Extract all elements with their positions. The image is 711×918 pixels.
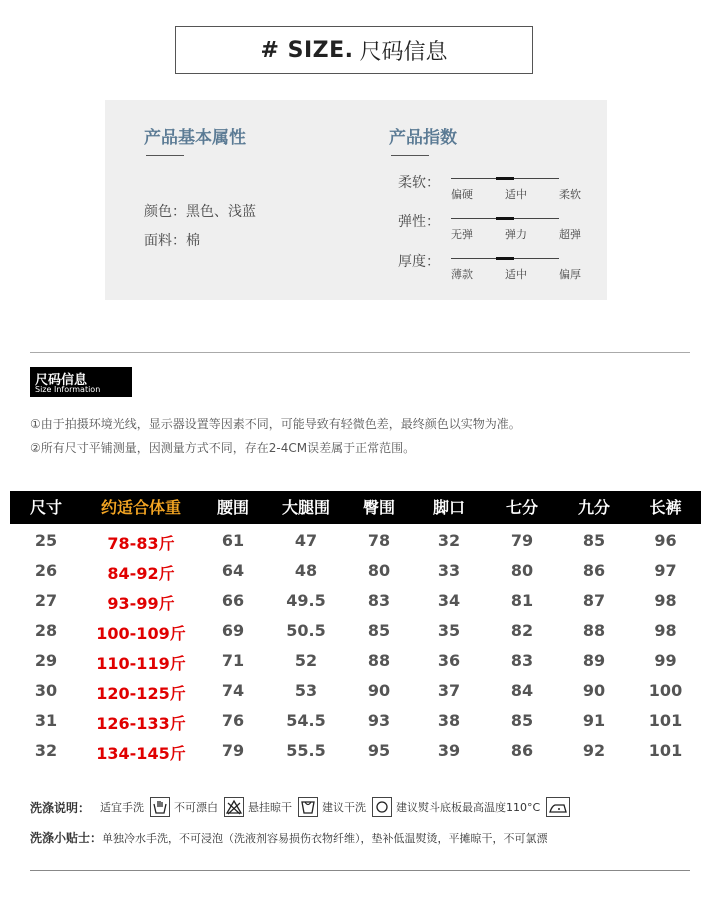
cell-leg-opening: 39 bbox=[437, 741, 461, 760]
cell-size: 31 bbox=[34, 711, 58, 730]
cell-nine-tenths: 92 bbox=[582, 741, 606, 760]
thickness-options bbox=[451, 266, 581, 282]
cell-seven-tenths: 81 bbox=[510, 591, 534, 610]
cell-size: 28 bbox=[34, 621, 58, 640]
wash-text: 不可漂白 bbox=[174, 801, 219, 814]
cell-seven-tenths: 86 bbox=[510, 741, 534, 760]
wash-text: 适宜手洗 bbox=[100, 801, 145, 814]
elasticity-marker bbox=[496, 217, 514, 220]
cell-nine-tenths: 89 bbox=[582, 651, 606, 670]
cell-nine-tenths: 90 bbox=[582, 681, 606, 700]
cell-waist: 64 bbox=[221, 561, 245, 580]
thickness-marker bbox=[496, 257, 514, 260]
cell-hip: 90 bbox=[367, 681, 391, 700]
no-bleach-icon bbox=[224, 797, 244, 817]
wash-tip-label: 洗涤小贴士： bbox=[30, 831, 103, 845]
wash-tip-text: 单独冷水手洗，不可浸泡（洗液剂容易损伤衣物纤维），垫补低温熨烫，平摊晾干，不可氯漂 bbox=[102, 832, 548, 845]
cell-weight: 110-119斤 bbox=[96, 654, 186, 673]
cell-leg-opening: 33 bbox=[437, 561, 461, 580]
cell-leg-opening: 36 bbox=[437, 651, 461, 670]
cell-nine-tenths: 87 bbox=[582, 591, 606, 610]
elasticity-option: 弹力 bbox=[505, 228, 527, 241]
cell-hip: 93 bbox=[367, 711, 391, 730]
cell-hip: 80 bbox=[367, 561, 391, 580]
thickness-label: 厚度： bbox=[398, 254, 440, 270]
cell-thigh: 49.5 bbox=[286, 591, 326, 610]
cell-full-length: 98 bbox=[654, 621, 677, 640]
header-title-zh: 尺码信息 bbox=[359, 39, 448, 65]
section-divider bbox=[30, 352, 690, 353]
thickness-option: 偏厚 bbox=[559, 268, 581, 281]
note-measurement: ②所有尺寸平铺测量，因测量方式不同，存在2-4CM误差属于正常范围。 bbox=[30, 441, 416, 455]
cell-full-length: 96 bbox=[654, 531, 677, 550]
cell-thigh: 54.5 bbox=[286, 711, 326, 730]
softness-marker bbox=[496, 177, 514, 180]
bottom-divider bbox=[30, 870, 690, 871]
basic-title-rule bbox=[146, 155, 184, 156]
cell-hip: 95 bbox=[367, 741, 391, 760]
cell-thigh: 53 bbox=[294, 681, 318, 700]
size-info-title: 尺码信息 bbox=[35, 373, 88, 388]
cell-seven-tenths: 79 bbox=[510, 531, 534, 550]
cell-leg-opening: 34 bbox=[437, 591, 461, 610]
header-thigh: 大腿围 bbox=[281, 498, 330, 517]
cell-thigh: 50.5 bbox=[286, 621, 326, 640]
dry-clean-icon bbox=[372, 797, 392, 817]
header-seven-tenths: 七分 bbox=[505, 498, 538, 517]
cell-thigh: 47 bbox=[294, 531, 318, 550]
color-line: 颜色：黑色、浅蓝 bbox=[144, 204, 256, 220]
header-waist: 腰围 bbox=[216, 498, 249, 517]
index-title-rule bbox=[391, 155, 429, 156]
cell-waist: 71 bbox=[221, 651, 245, 670]
cell-weight: 93-99斤 bbox=[107, 594, 175, 613]
cell-size: 25 bbox=[34, 531, 58, 550]
elasticity-label: 弹性： bbox=[398, 214, 440, 230]
cell-hip: 88 bbox=[367, 651, 391, 670]
material-line: 面料：棉 bbox=[144, 233, 200, 249]
cell-nine-tenths: 85 bbox=[582, 531, 606, 550]
elasticity-options bbox=[451, 226, 581, 242]
page-header bbox=[175, 26, 533, 74]
cell-waist: 66 bbox=[221, 591, 245, 610]
cell-waist: 61 bbox=[221, 531, 245, 550]
cell-leg-opening: 38 bbox=[437, 711, 461, 730]
thickness-option: 适中 bbox=[505, 268, 527, 281]
product-index-title: 产品指数 bbox=[389, 128, 457, 148]
cell-size: 29 bbox=[34, 651, 58, 670]
size-table-header bbox=[10, 491, 701, 524]
cell-leg-opening: 35 bbox=[437, 621, 461, 640]
cell-thigh: 48 bbox=[294, 561, 318, 580]
cell-full-length: 98 bbox=[654, 591, 677, 610]
header-hip: 臀围 bbox=[362, 498, 395, 517]
cell-hip: 78 bbox=[367, 531, 391, 550]
iron-icon bbox=[546, 797, 570, 817]
cell-leg-opening: 37 bbox=[437, 681, 461, 700]
cell-size: 27 bbox=[34, 591, 58, 610]
cell-weight: 134-145斤 bbox=[96, 744, 186, 763]
cell-waist: 76 bbox=[221, 711, 245, 730]
cell-thigh: 52 bbox=[294, 651, 318, 670]
header-weight: 约适合体重 bbox=[100, 498, 181, 517]
elasticity-option: 超弹 bbox=[559, 228, 581, 241]
cell-size: 32 bbox=[34, 741, 58, 760]
cell-full-length: 100 bbox=[648, 681, 683, 700]
cell-weight: 120-125斤 bbox=[96, 684, 186, 703]
thickness-option: 薄款 bbox=[451, 268, 473, 281]
wash-text: 建议熨斗底板最高温度110°C bbox=[396, 801, 541, 814]
size-info-badge bbox=[30, 367, 132, 397]
note-color: ①由于拍摄环境光线，显示器设置等因素不同，可能导致有轻微色差，最终颜色以实物为准。 bbox=[30, 417, 521, 431]
softness-label: 柔软： bbox=[398, 175, 440, 191]
header-full-length: 长裤 bbox=[649, 498, 682, 517]
wash-text: 悬挂晾干 bbox=[248, 801, 293, 814]
softness-option: 偏硬 bbox=[451, 188, 473, 201]
cell-leg-opening: 32 bbox=[437, 531, 461, 550]
cell-full-length: 101 bbox=[648, 711, 683, 730]
cell-hip: 85 bbox=[367, 621, 391, 640]
cell-nine-tenths: 91 bbox=[582, 711, 606, 730]
size-info-subtitle: Size Information bbox=[35, 385, 101, 394]
cell-weight: 100-109斤 bbox=[96, 624, 186, 643]
cell-weight: 126-133斤 bbox=[96, 714, 186, 733]
cell-waist: 74 bbox=[221, 681, 245, 700]
header-title-en: # SIZE. bbox=[260, 37, 354, 63]
cell-seven-tenths: 80 bbox=[510, 561, 534, 580]
cell-full-length: 97 bbox=[654, 561, 677, 580]
cell-weight: 78-83斤 bbox=[107, 534, 175, 553]
wash-text: 建议干洗 bbox=[322, 801, 367, 814]
cell-seven-tenths: 82 bbox=[510, 621, 534, 640]
cell-waist: 69 bbox=[221, 621, 245, 640]
cell-size: 26 bbox=[34, 561, 58, 580]
wash-label: 洗涤说明： bbox=[30, 800, 91, 815]
hang-dry-icon bbox=[298, 797, 318, 817]
cell-full-length: 99 bbox=[654, 651, 677, 670]
cell-thigh: 55.5 bbox=[286, 741, 326, 760]
elasticity-option: 无弹 bbox=[451, 228, 473, 241]
softness-options bbox=[451, 186, 581, 202]
cell-weight: 84-92斤 bbox=[107, 564, 175, 583]
cell-seven-tenths: 84 bbox=[510, 681, 534, 700]
header-size: 尺寸 bbox=[29, 498, 62, 517]
cell-nine-tenths: 86 bbox=[582, 561, 606, 580]
header-nine-tenths: 九分 bbox=[577, 498, 610, 517]
softness-option: 柔软 bbox=[559, 188, 581, 201]
hand-wash-icon bbox=[150, 797, 170, 817]
cell-nine-tenths: 88 bbox=[582, 621, 606, 640]
cell-waist: 79 bbox=[221, 741, 245, 760]
cell-size: 30 bbox=[34, 681, 58, 700]
basic-attributes-title: 产品基本属性 bbox=[144, 128, 246, 148]
cell-seven-tenths: 85 bbox=[510, 711, 534, 730]
wash-instructions bbox=[30, 795, 574, 819]
cell-full-length: 101 bbox=[648, 741, 683, 760]
wash-tip bbox=[30, 829, 548, 846]
header-leg-opening: 脚口 bbox=[432, 498, 465, 517]
softness-option: 适中 bbox=[505, 188, 527, 201]
cell-seven-tenths: 83 bbox=[510, 651, 534, 670]
cell-hip: 83 bbox=[367, 591, 391, 610]
